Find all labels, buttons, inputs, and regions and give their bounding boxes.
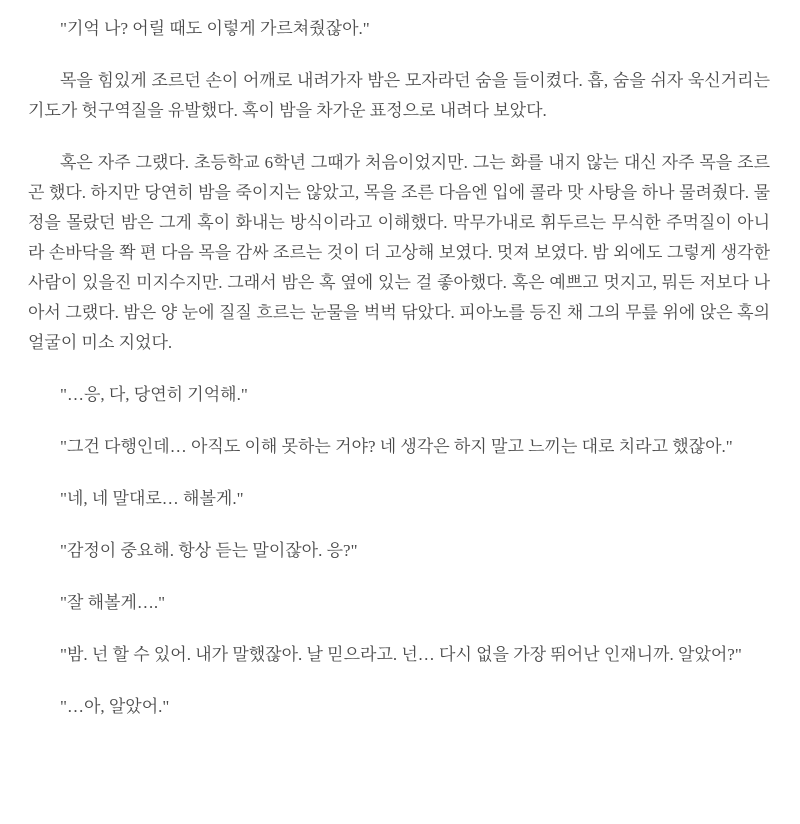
paragraph-narration: 목을 힘있게 조르던 손이 어깨로 내려가자 밤은 모자라던 숨을 들이켰다. 흡, 숨을 쉬자 욱신거리는 기도가 헛구역질을 유발했다. 혹이 밤을 차가운 표정으로 내려다 보았다. [28, 71, 770, 120]
paragraph-dialogue: "밤. 넌 할 수 있어. 내가 말했잖아. 날 믿으라고. 넌… 다시 없을 가장 뛰어난 인재니까. 알았어?" [60, 645, 742, 664]
paragraph-dialogue: "…응, 다, 당연히 기억해." [60, 385, 248, 404]
paragraph-dialogue: "…아, 알았어." [60, 697, 170, 716]
paragraph-dialogue: "그건 다행인데… 아직도 이해 못하는 거야? 네 생각은 하지 말고 느끼는 대로 치라고 했잖아." [60, 437, 733, 456]
paragraph-dialogue: "네, 네 말대로… 해볼게." [60, 489, 244, 508]
paragraph-dialogue: "잘 해볼게…." [60, 593, 166, 612]
paragraph-dialogue: "기억 나? 어릴 때도 이렇게 가르쳐줬잖아." [60, 19, 370, 38]
paragraph-narration: 혹은 자주 그랬다. 초등학교 6학년 그때가 처음이었지만. 그는 화를 내지 않는 대신 자주 목을 조르곤 했다. 하지만 당연히 밤을 죽이지는 않았고, 목을 조른 다음엔 입에 콜라 맛 사탕을 하나 물려줬다. 물정을 몰랐던 밤은 그게 혹이 화내는 방식이라고 이해했다. 막무가내로 휘두르는 무식한 주먹질이 아니라 손바닥을 쫙 편 다음 목을 감싸 조르는 것이 더 고상해 보였다. 멋져 보였다. 밤 외에도 그렇게 생각한 사람이 있을진 미지수지만. 그래서 밤은 혹 옆에 있는 걸 좋아했다. 혹은 예쁘고 멋지고, 뭐든 저보다 나아서 그랬다. 밤은 양 눈에 질질 흐르는 눈물을 벅벅 닦았다. 피아노를 등진 채 그의 무릎 위에 앉은 혹의 얼굴이 미소 지었다. [28, 153, 770, 352]
paragraph-dialogue: "감정이 중요해. 항상 듣는 말이잖아. 응?" [60, 541, 358, 560]
